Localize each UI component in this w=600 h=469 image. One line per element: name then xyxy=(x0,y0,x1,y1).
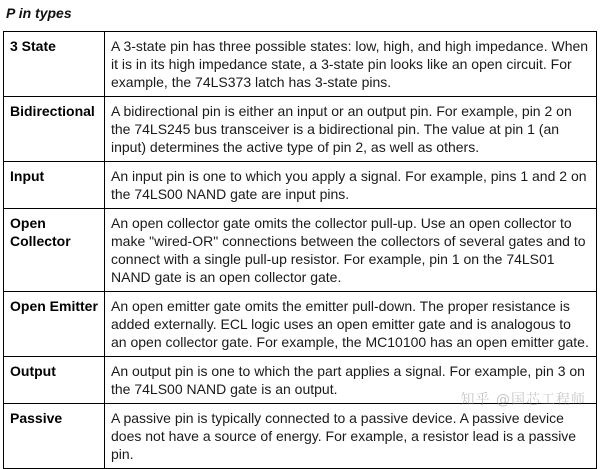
table-row xyxy=(4,162,597,209)
pin-type-description: An open emitter gate omits the emitter pull-down. The proper resistance is added externally. ECL logic uses an open emitter gate and is analogous to an open collector gate. For example, the MC10100 has an open emitter gate. xyxy=(105,292,597,357)
table-row xyxy=(4,97,597,162)
pin-type-term: Output xyxy=(4,357,105,404)
table-row xyxy=(4,32,597,97)
pin-type-term: Open Emitter xyxy=(4,292,105,357)
pin-type-description: An input pin is one to which you apply a signal. For example, pins 1 and 2 on the 74LS00 NAND gate are input pins. xyxy=(105,162,597,209)
table-row xyxy=(4,292,597,357)
pin-type-description: An open collector gate omits the collector pull-up. Use an open collector to make "wired-OR" connections between the collectors of several gates and to connect with a single pull-up resistor. For example, pin 1 on the 74LS01 NAND gate is an open collector gate. xyxy=(105,209,597,292)
pin-type-description: A passive pin is typically connected to a passive device. A passive device does not have a source of energy. For example, a resistor lead is a passive pin. xyxy=(105,404,597,469)
document-title: P in types xyxy=(6,5,72,21)
table-row xyxy=(4,209,597,292)
pin-type-description: A 3-state pin has three possible states: low, high, and high impedance. When it is in its high impedance state, a 3-state pin looks like an open circuit. For example, the 74LS373 latch has 3-state pins. xyxy=(105,32,597,97)
pin-type-term: Bidirectional xyxy=(4,97,105,162)
pin-type-term: Open Collector xyxy=(4,209,105,292)
pin-type-term: 3 State xyxy=(4,32,105,97)
pin-type-description: A bidirectional pin is either an input or an output pin. For example, pin 2 on the 74LS245 bus transceiver is a bidirectional pin. The value at pin 1 (an input) determines the active type of pin 2, as well as others. xyxy=(105,97,597,162)
table-row xyxy=(4,404,597,469)
pin-type-term: Input xyxy=(4,162,105,209)
pin-type-term: Passive xyxy=(4,404,105,469)
pin-type-description: An output pin is one to which the part applies a signal. For example, pin 3 on the 74LS00 NAND gate is an output. xyxy=(105,357,597,404)
watermark: 知乎 @国芯工程师 xyxy=(460,392,586,408)
